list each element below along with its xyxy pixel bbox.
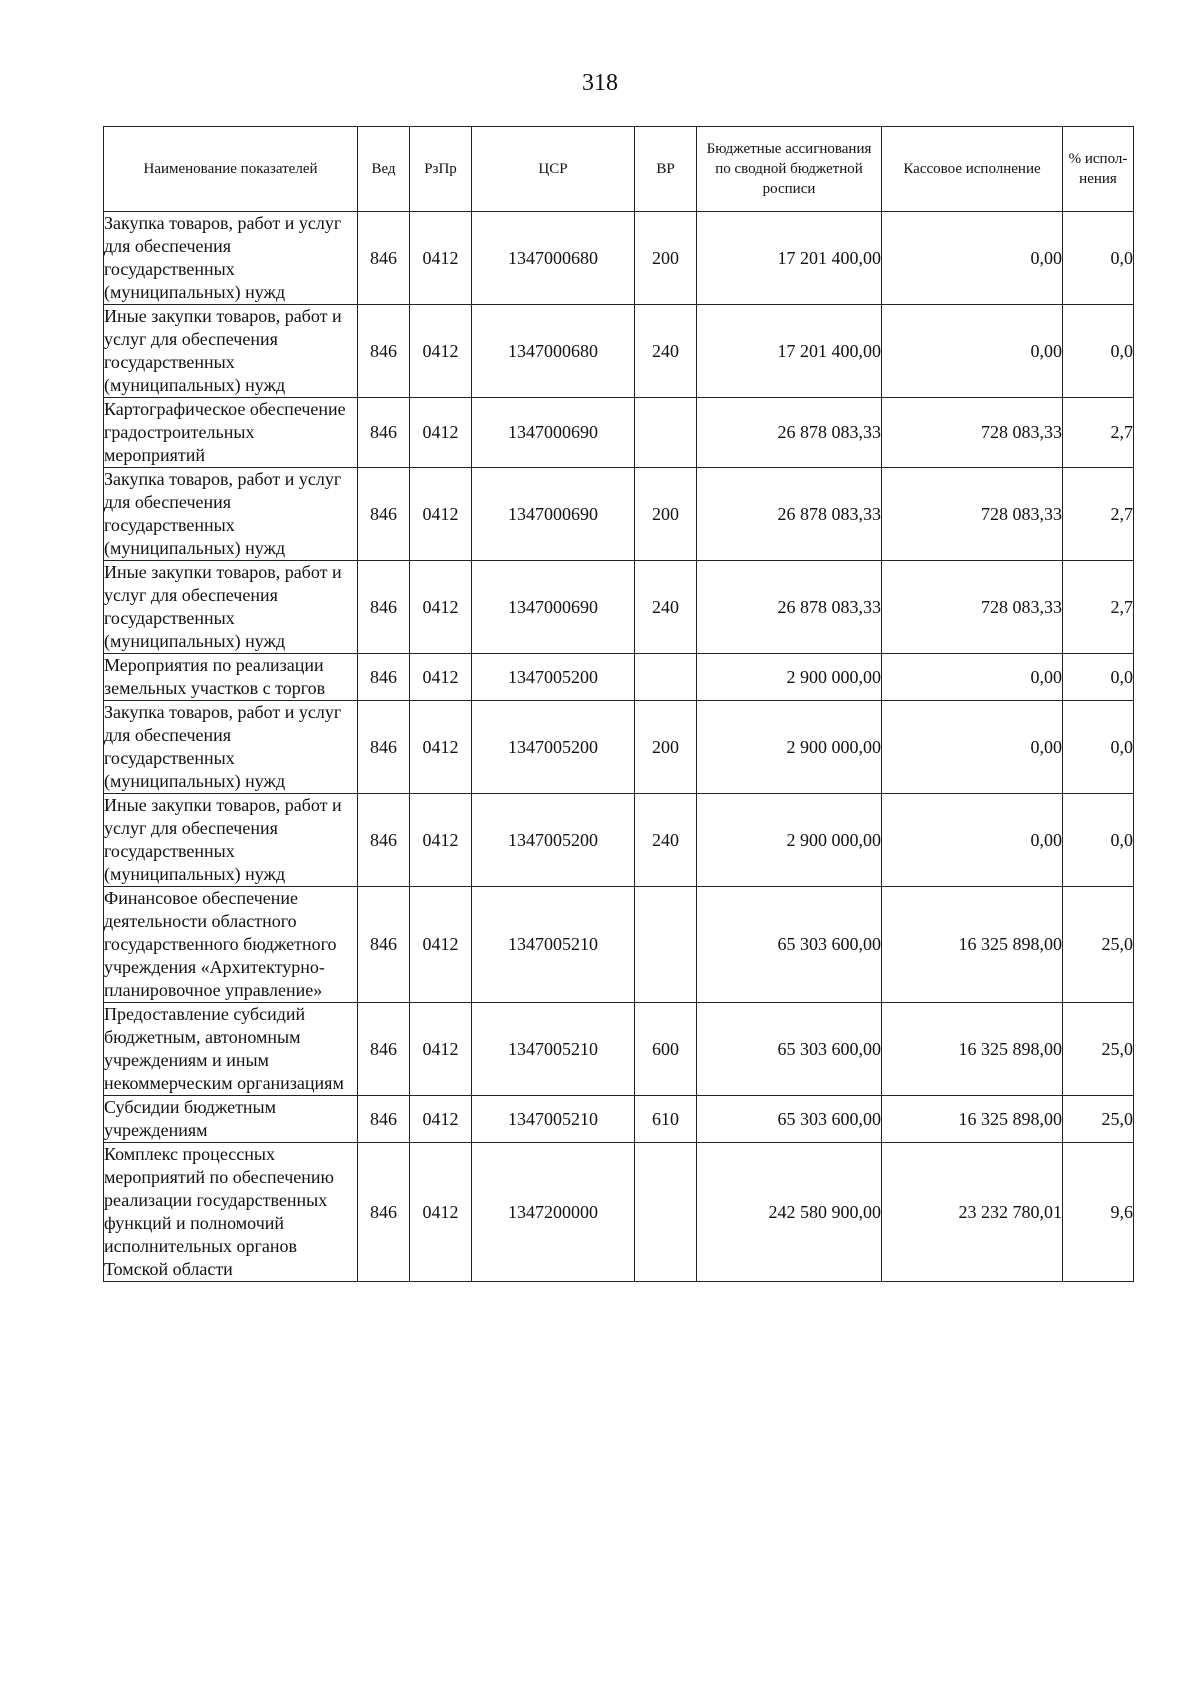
cell-vr: 610 (635, 1096, 697, 1143)
cell-rzpr: 0412 (410, 794, 472, 887)
cell-budget-allocations: 65 303 600,00 (697, 887, 882, 1003)
table-row (104, 1143, 1134, 1282)
header-vr: ВР (635, 127, 697, 212)
cell-ved: 846 (358, 887, 410, 1003)
cell-cash-execution: 16 325 898,00 (882, 1096, 1063, 1143)
cell-csr: 1347005210 (472, 1096, 635, 1143)
cell-ved: 846 (358, 701, 410, 794)
cell-execution-percent: 0,0 (1063, 701, 1134, 794)
cell-budget-allocations: 242 580 900,00 (697, 1143, 882, 1282)
cell-vr: 200 (635, 212, 697, 305)
cell-budget-allocations: 2 900 000,00 (697, 701, 882, 794)
cell-execution-percent: 9,6 (1063, 1143, 1134, 1282)
cell-csr: 1347200000 (472, 1143, 635, 1282)
cell-ved: 846 (358, 1143, 410, 1282)
cell-cash-execution: 728 083,33 (882, 398, 1063, 468)
cell-rzpr: 0412 (410, 561, 472, 654)
cell-budget-allocations: 2 900 000,00 (697, 654, 882, 701)
cell-csr: 1347005200 (472, 701, 635, 794)
cell-vr: 240 (635, 794, 697, 887)
cell-name: Картографическое обеспечение градостроительных мероприятий (104, 398, 358, 468)
cell-name: Иные закупки товаров, работ и услуг для обеспечения государственных (муниципальных) нужд (104, 794, 358, 887)
cell-budget-allocations: 65 303 600,00 (697, 1003, 882, 1096)
cell-ved: 846 (358, 654, 410, 701)
cell-execution-percent: 0,0 (1063, 794, 1134, 887)
header-row (104, 127, 1134, 212)
cell-vr: 200 (635, 468, 697, 561)
cell-csr: 1347005210 (472, 1003, 635, 1096)
cell-rzpr: 0412 (410, 1143, 472, 1282)
cell-vr (635, 1143, 697, 1282)
cell-ved: 846 (358, 1003, 410, 1096)
cell-cash-execution: 728 083,33 (882, 468, 1063, 561)
cell-ved: 846 (358, 398, 410, 468)
cell-rzpr: 0412 (410, 398, 472, 468)
cell-name: Мероприятия по реализации земельных участков с торгов (104, 654, 358, 701)
cell-budget-allocations: 2 900 000,00 (697, 794, 882, 887)
header-cash-execution: Кассовое исполнение (882, 127, 1063, 212)
cell-budget-allocations: 17 201 400,00 (697, 212, 882, 305)
cell-name: Субсидии бюджетным учреждениям (104, 1096, 358, 1143)
cell-budget-allocations: 26 878 083,33 (697, 561, 882, 654)
cell-execution-percent: 25,0 (1063, 887, 1134, 1003)
cell-execution-percent: 25,0 (1063, 1003, 1134, 1096)
cell-budget-allocations: 65 303 600,00 (697, 1096, 882, 1143)
cell-ved: 846 (358, 794, 410, 887)
cell-cash-execution: 0,00 (882, 654, 1063, 701)
cell-ved: 846 (358, 1096, 410, 1143)
cell-csr: 1347005210 (472, 887, 635, 1003)
cell-budget-allocations: 17 201 400,00 (697, 305, 882, 398)
cell-execution-percent: 25,0 (1063, 1096, 1134, 1143)
cell-ved: 846 (358, 212, 410, 305)
table-row (104, 887, 1134, 1003)
cell-cash-execution: 0,00 (882, 794, 1063, 887)
cell-cash-execution: 23 232 780,01 (882, 1143, 1063, 1282)
header-csr: ЦСР (472, 127, 635, 212)
cell-csr: 1347000690 (472, 468, 635, 561)
cell-vr: 240 (635, 561, 697, 654)
table-body (104, 212, 1134, 1282)
cell-rzpr: 0412 (410, 212, 472, 305)
table-row (104, 701, 1134, 794)
cell-csr: 1347005200 (472, 794, 635, 887)
cell-ved: 846 (358, 305, 410, 398)
cell-name: Закупка товаров, работ и услуг для обеспечения государственных (муниципальных) нужд (104, 212, 358, 305)
budget-execution-table (103, 126, 1134, 1282)
cell-csr: 1347005200 (472, 654, 635, 701)
table-row (104, 794, 1134, 887)
cell-rzpr: 0412 (410, 701, 472, 794)
page-number: 318 (582, 70, 618, 96)
table-row (104, 212, 1134, 305)
cell-rzpr: 0412 (410, 654, 472, 701)
cell-cash-execution: 0,00 (882, 305, 1063, 398)
cell-execution-percent: 2,7 (1063, 561, 1134, 654)
table-row (104, 398, 1134, 468)
cell-rzpr: 0412 (410, 468, 472, 561)
header-name: Наименование показателей (104, 127, 358, 212)
cell-cash-execution: 16 325 898,00 (882, 887, 1063, 1003)
cell-cash-execution: 0,00 (882, 212, 1063, 305)
header-rzpr: РзПр (410, 127, 472, 212)
cell-execution-percent: 0,0 (1063, 212, 1134, 305)
cell-csr: 1347000690 (472, 561, 635, 654)
cell-name: Закупка товаров, работ и услуг для обеспечения государственных (муниципальных) нужд (104, 468, 358, 561)
cell-csr: 1347000680 (472, 305, 635, 398)
table-row (104, 1096, 1134, 1143)
cell-vr (635, 887, 697, 1003)
cell-csr: 1347000680 (472, 212, 635, 305)
cell-vr: 240 (635, 305, 697, 398)
cell-ved: 846 (358, 468, 410, 561)
cell-name: Закупка товаров, работ и услуг для обеспечения государственных (муниципальных) нужд (104, 701, 358, 794)
table-row (104, 654, 1134, 701)
table-row (104, 561, 1134, 654)
cell-budget-allocations: 26 878 083,33 (697, 468, 882, 561)
cell-cash-execution: 728 083,33 (882, 561, 1063, 654)
cell-execution-percent: 2,7 (1063, 398, 1134, 468)
cell-vr (635, 398, 697, 468)
cell-ved: 846 (358, 561, 410, 654)
cell-vr (635, 654, 697, 701)
cell-cash-execution: 0,00 (882, 701, 1063, 794)
cell-vr: 200 (635, 701, 697, 794)
cell-csr: 1347000690 (472, 398, 635, 468)
table-header (104, 127, 1134, 212)
cell-execution-percent: 2,7 (1063, 468, 1134, 561)
table-row (104, 468, 1134, 561)
table-row (104, 305, 1134, 398)
table-row (104, 1003, 1134, 1096)
cell-rzpr: 0412 (410, 1096, 472, 1143)
cell-budget-allocations: 26 878 083,33 (697, 398, 882, 468)
cell-rzpr: 0412 (410, 887, 472, 1003)
cell-vr: 600 (635, 1003, 697, 1096)
cell-execution-percent: 0,0 (1063, 654, 1134, 701)
cell-name: Финансовое обеспечение деятельности областного государственного бюджетного учреждения «Архитектурно-планировочное управление» (104, 887, 358, 1003)
header-budget-allocations: Бюджетные ассигнования по сводной бюджетной росписи (697, 127, 882, 212)
cell-name: Иные закупки товаров, работ и услуг для обеспечения государственных (муниципальных) нужд (104, 561, 358, 654)
cell-cash-execution: 16 325 898,00 (882, 1003, 1063, 1096)
header-ved: Вед (358, 127, 410, 212)
header-execution-percent: % испол-нения (1063, 127, 1134, 212)
cell-execution-percent: 0,0 (1063, 305, 1134, 398)
cell-rzpr: 0412 (410, 1003, 472, 1096)
cell-name: Комплекс процессных мероприятий по обеспечению реализации государственных функций и полномочий исполнительных органов Томской области (104, 1143, 358, 1282)
cell-name: Предоставление субсидий бюджетным, автономным учреждениям и иным некоммерческим организациям (104, 1003, 358, 1096)
cell-rzpr: 0412 (410, 305, 472, 398)
cell-name: Иные закупки товаров, работ и услуг для обеспечения государственных (муниципальных) нужд (104, 305, 358, 398)
